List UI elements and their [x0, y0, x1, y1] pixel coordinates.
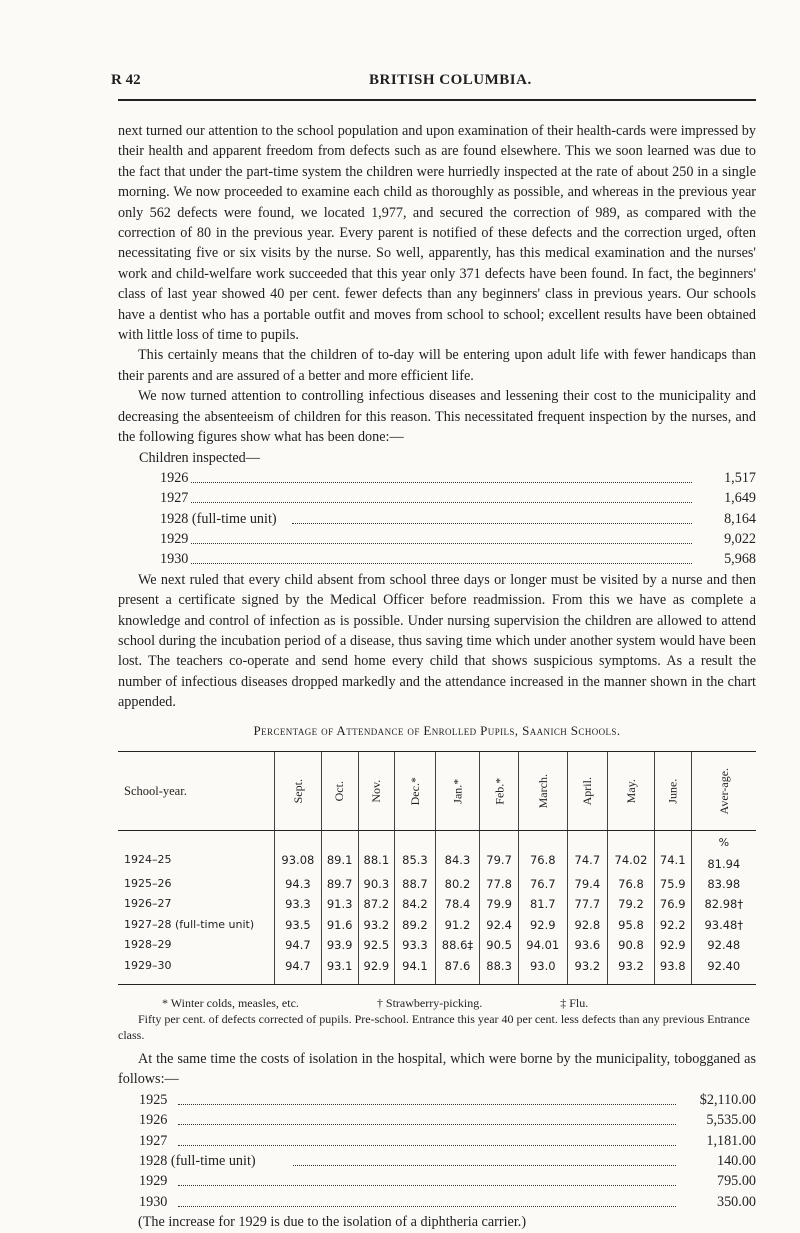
table-row [118, 935, 756, 955]
paragraph-2: This certainly means that the children of to-day will be entering upon adult life with fewer handicaps than their parents and are assured of a better and more efficient life. [118, 347, 756, 384]
header-rule [118, 99, 756, 101]
table-cell: 92.5 [358, 935, 395, 955]
table-cell: 79.2 [608, 894, 655, 914]
column-header: Nov. [358, 752, 395, 831]
list-item-label: 1930 [160, 551, 191, 567]
list-item [118, 549, 756, 569]
table-cell: 89.7 [321, 874, 358, 894]
table-cell: 93.08 [275, 831, 322, 874]
table-cell: 93.2 [358, 915, 395, 935]
column-header: June. [654, 752, 691, 831]
paragraph-fifty: Fifty per cent. of defects corrected of pupils. Pre-school. Entrance this year 40 per cent. less defects than any previous Entrance class. [118, 1011, 750, 1042]
row-year: 1924–25 [124, 853, 172, 867]
table-cell: 80.2 [435, 874, 480, 894]
row-year: 1926–27 [124, 897, 172, 911]
column-header: Aver-age. [691, 752, 756, 831]
column-header: Dec.* [395, 752, 435, 831]
table-row [118, 915, 756, 935]
list-item-value: 1,181.00 [703, 1131, 756, 1151]
row-year: 1925–26 [124, 876, 172, 890]
table-cell: 79.9 [480, 894, 519, 914]
table-cell: 75.9 [654, 874, 691, 894]
list-item [118, 1090, 756, 1110]
column-header-school-year: School-year. [118, 752, 275, 831]
table-cell: 90.8 [608, 935, 655, 955]
paragraph-costs: At the same time the costs of isolation in the hospital, which were borne by the municipality, tobogganed as follows:— [118, 1050, 756, 1088]
table-cell: 76.9 [654, 894, 691, 914]
table-cell: 90.3 [358, 874, 395, 894]
table-cell: 93.9 [321, 935, 358, 955]
table-cell: 92.9 [518, 915, 567, 935]
list-item-label: 1927 [160, 490, 191, 506]
list-item [118, 1151, 756, 1171]
table-cell: 94.7 [275, 935, 322, 955]
table-cell: 93.1 [321, 956, 358, 985]
column-header: Feb.* [480, 752, 519, 831]
table-cell: 84.2 [395, 894, 435, 914]
row-year: 1927–28 (full-time unit) [124, 917, 255, 931]
table-cell: 93.5 [275, 915, 322, 935]
table-cell: 92.9 [358, 956, 395, 985]
table-cell: 93.3 [395, 935, 435, 955]
list-item-label: 1926 [160, 470, 191, 486]
page-header [111, 72, 757, 94]
list-item [118, 529, 756, 549]
list-item-value: 795.00 [714, 1171, 756, 1191]
footnote-ddagger: ‡ Flu. [560, 995, 589, 1010]
costs-list [118, 1090, 756, 1212]
footnote-row [118, 995, 756, 1011]
table-cell: 89.1 [321, 831, 358, 874]
column-header: Jan.* [435, 752, 480, 831]
list-item [118, 1131, 756, 1151]
table-cell: 79.4 [567, 874, 607, 894]
table-row [118, 894, 756, 914]
table-cell: 90.5 [480, 935, 519, 955]
table-cell: 77.8 [480, 874, 519, 894]
list-item [118, 468, 756, 488]
list-item [118, 509, 756, 529]
list-item-value: 1,649 [721, 488, 756, 508]
inspected-list [118, 448, 756, 570]
paragraph-4: We next ruled that every child absent from school three days or longer must be visited by a nurse and then present a certificate signed by the Medical Officer before readmission. From this we have as complete a knowledge and control of infection as is possible. Under nursing supervision the children are allowed to attend school during the incubation period of a disease, thus saving time which under another system would have been lost. The teachers co-operate and send home every child that shows suspicious symptoms. As a result the number of infectious diseases dropped markedly and the attendance increased in the manner shown in the chart appended. [118, 571, 756, 711]
closing-note: (The increase for 1929 is due to the isolation of a diphtheria carrier.) [138, 1214, 527, 1231]
cell-value: 81.94 [707, 856, 741, 871]
column-header: April. [567, 752, 607, 831]
table-cell: 74.1 [654, 831, 691, 874]
list-item-label: 1929 [160, 531, 191, 547]
table-row [118, 874, 756, 894]
list-item-value: 1,517 [721, 468, 756, 488]
table-cell: 93.3 [275, 894, 322, 914]
paragraph-1: next turned our attention to the school population and upon examination of their health-cards were impressed by their health and apparent freedom from defects such as are found elsewhere. This we soon learned was due to the fact that under the part-time system the children were hurriedly inspected at the rate of about 250 in a single morning. We now proceeded to examine each child as thoroughly as possible, and whereas in the previous year only 562 defects were found, we located 1,977, and secured the correction of 989, as compared with the correction of 80 in the previous year. Every parent is notified of these defects and the correction urged, often necessitating five or six visits by the nurse. So well, apparently, has this medical examination and the nurses' work and child-welfare work succeeded that this year only 371 defects have been found. In fact, the beginners' class of last year showed 40 per cent. fewer defects than any beginners' class in previous years. Our schools have a dentist who has a portable outfit and moves from school to school; excellent results have been obtained with little loss of time to pupils. [118, 123, 756, 344]
list-item-label: 1926 [139, 1112, 170, 1128]
table-cell: 93.2 [608, 956, 655, 985]
table-cell: 76.8 [518, 831, 567, 874]
table-cell: 92.8 [567, 915, 607, 935]
list-item-label: 1930 [139, 1194, 170, 1210]
table-cell: 91.2 [435, 915, 480, 935]
list-item-value: 5,968 [721, 549, 756, 569]
list-item [118, 1192, 756, 1212]
list-item-value: 140.00 [714, 1151, 756, 1171]
table-cell: 94.7 [275, 956, 322, 985]
table-cell: 94.3 [275, 874, 322, 894]
table-cell: 74.7 [567, 831, 607, 874]
paragraph-3: We now turned attention to controlling infectious diseases and lessening their cost to the municipality and decreasing the absenteeism of children for this reason. This necessitated frequent inspection by the nurses, and the following figures show what has been done:— [118, 388, 756, 446]
table-cell: 76.8 [608, 874, 655, 894]
table-cell: 92.40 [691, 956, 756, 985]
list-item-label: 1927 [139, 1133, 170, 1149]
table-cell: 92.48 [691, 935, 756, 955]
footnote-dagger: † Strawberry-picking. [376, 995, 483, 1010]
list-item [118, 1110, 756, 1130]
table-cell: 82.98† [691, 894, 756, 914]
document-body [118, 121, 756, 1233]
table-cell: 94.01 [518, 935, 567, 955]
table-cell: 91.3 [321, 894, 358, 914]
table-row [118, 831, 756, 874]
table-cell: 77.7 [567, 894, 607, 914]
table-caption: Percentage of Attendance of Enrolled Pupils, Saanich Schools. [253, 722, 621, 738]
table-cell: 95.8 [608, 915, 655, 935]
table-cell: 89.2 [395, 915, 435, 935]
page-number: R 42 [111, 72, 141, 88]
list-item-value: 9,022 [721, 529, 756, 549]
table-cell: 87.2 [358, 894, 395, 914]
list-item-label: 1929 [139, 1173, 170, 1189]
list-item-value: 8,164 [721, 509, 756, 529]
row-year: 1929–30 [118, 956, 275, 985]
list-item-label: 1928 (full-time unit) [139, 1153, 259, 1169]
list-item-label: 1925 [139, 1092, 170, 1108]
attendance-table [118, 751, 756, 985]
table-cell: 88.7 [395, 874, 435, 894]
table-cell: 74.02 [608, 831, 655, 874]
list-item [118, 1171, 756, 1191]
percent-sign: % [718, 836, 730, 850]
row-year: 1928–29 [124, 938, 172, 952]
table-cell: 88.3 [480, 956, 519, 985]
table-cell: 88.1 [358, 831, 395, 874]
table-cell: 79.7 [480, 831, 519, 874]
table-cell: 93.48† [691, 915, 756, 935]
inspected-heading: Children inspected— [139, 449, 260, 466]
running-title: BRITISH COLUMBIA. [369, 72, 532, 88]
footnote-star: * Winter colds, measles, etc. [162, 995, 299, 1010]
table-row [118, 956, 756, 985]
table-cell: 92.2 [654, 915, 691, 935]
table-cell: 94.1 [395, 956, 435, 985]
table-cell: 88.6‡ [435, 935, 480, 955]
table-cell: 84.3 [435, 831, 480, 874]
list-item [118, 488, 756, 508]
table-cell: 87.6 [435, 956, 480, 985]
column-header: May. [608, 752, 655, 831]
list-item-value: 5,535.00 [703, 1110, 756, 1130]
list-item-value: 350.00 [714, 1192, 756, 1212]
column-header: Oct. [321, 752, 358, 831]
table-cell: 83.98 [691, 874, 756, 894]
table-cell: 93.0 [518, 956, 567, 985]
table-cell: 78.4 [435, 894, 480, 914]
footnotes [118, 995, 756, 1043]
table-cell: 81.7 [518, 894, 567, 914]
table-cell: 85.3 [395, 831, 435, 874]
column-header: March. [518, 752, 567, 831]
table-cell [691, 831, 756, 874]
table-cell: 93.2 [567, 956, 607, 985]
list-item-label: 1928 (full-time unit) [160, 511, 280, 527]
column-header: Sept. [275, 752, 322, 831]
list-item-value: $2,110.00 [697, 1090, 756, 1110]
table-cell: 93.8 [654, 956, 691, 985]
table-cell: 92.9 [654, 935, 691, 955]
table-cell: 76.7 [518, 874, 567, 894]
table-cell: 92.4 [480, 915, 519, 935]
table-cell: 93.6 [567, 935, 607, 955]
table-cell: 91.6 [321, 915, 358, 935]
